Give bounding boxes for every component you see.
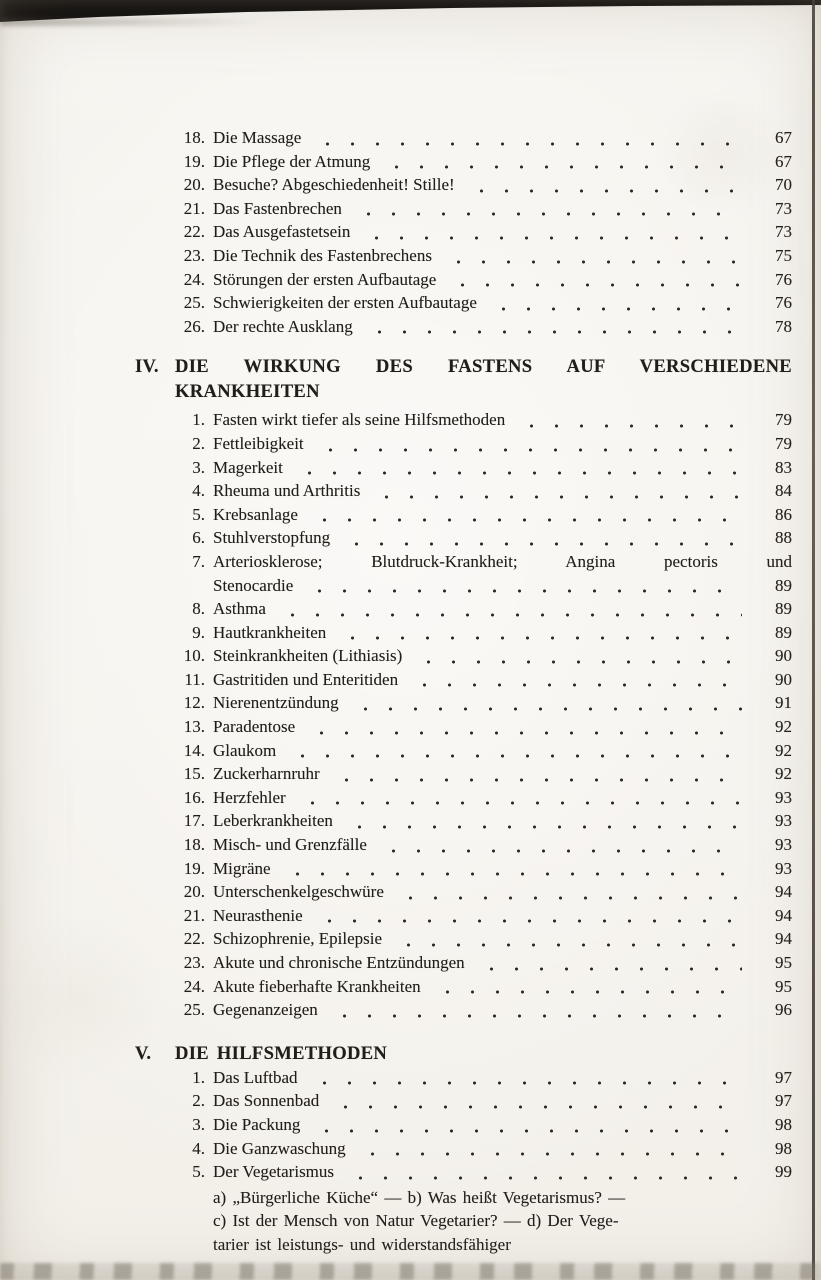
toc-entry-number: 5. xyxy=(192,1162,205,1182)
toc-entry-page: 76 xyxy=(775,269,792,289)
toc-entry-page: 99 xyxy=(775,1162,792,1182)
toc-entry-page: 95 xyxy=(775,953,792,972)
toc-entry-number: 21. xyxy=(183,198,205,218)
toc-entry xyxy=(135,764,792,788)
toc-entry xyxy=(135,646,792,670)
toc-entry-page: 94 xyxy=(775,929,792,949)
toc-entry-page: 93 xyxy=(775,787,792,807)
toc-entry-title: Die Massage xyxy=(213,128,302,147)
dot-leader xyxy=(336,623,742,647)
section-heading-number: V. xyxy=(135,1042,152,1064)
toc-entry-page: 94 xyxy=(775,882,792,902)
toc-entry-number: 23. xyxy=(183,953,205,972)
toc-entry xyxy=(135,859,792,883)
dot-leader xyxy=(293,458,742,482)
dot-leader xyxy=(303,576,742,600)
dot-leader xyxy=(515,410,742,434)
toc-entry-page: 67 xyxy=(775,128,792,147)
toc-entry-number: 17. xyxy=(183,811,205,831)
toc-entry-page: 84 xyxy=(775,481,792,501)
toc-entry-number: 4. xyxy=(192,481,205,501)
toc-entry-title: Nierenentzündung xyxy=(213,693,339,713)
toc-entry-number: 13. xyxy=(183,717,205,737)
toc-entry-number: 7. xyxy=(192,551,205,571)
toc-entry-page: 76 xyxy=(775,293,792,313)
toc-entry xyxy=(135,152,792,176)
dot-leader xyxy=(412,646,742,670)
toc-entry-number: 10. xyxy=(183,646,205,666)
toc-entry xyxy=(135,1162,792,1186)
dot-leader xyxy=(344,1162,742,1186)
toc-entry xyxy=(135,977,792,1001)
book-edge-line xyxy=(812,0,815,1280)
toc-entry xyxy=(135,693,792,717)
toc-entry-page: 90 xyxy=(775,646,792,666)
toc-entry-page: 73 xyxy=(775,198,792,218)
toc-section xyxy=(135,128,792,340)
toc-entry xyxy=(135,199,792,223)
toc-entry xyxy=(135,599,792,623)
toc-entry xyxy=(135,505,792,529)
dot-leader xyxy=(363,317,742,341)
toc-entry xyxy=(135,741,792,765)
toc-entry-page: 96 xyxy=(775,1000,792,1020)
toc-entry-page: 78 xyxy=(775,316,792,336)
toc-entry xyxy=(135,481,792,505)
toc-entry-number: 1. xyxy=(192,1067,205,1087)
toc-entry-page: 67 xyxy=(775,151,792,171)
toc-entry-number: 20. xyxy=(183,882,205,902)
dot-leader xyxy=(310,1115,742,1139)
toc-entry-title: Rheuma und Arthritis xyxy=(213,481,361,501)
toc-entry-page: 92 xyxy=(775,717,792,737)
dot-leader xyxy=(286,741,742,765)
toc-entry-title: Schwierigkeiten der ersten Aufbautage xyxy=(213,293,477,313)
toc-entry-number: 25. xyxy=(183,293,205,313)
toc-entry-number: 14. xyxy=(183,740,205,760)
toc-entry-page: 83 xyxy=(775,457,792,477)
toc-entry-page: 91 xyxy=(775,693,792,713)
toc-entry-number: 6. xyxy=(192,528,205,548)
toc-entry-title: Die Packung xyxy=(213,1114,301,1134)
section-heading-line: DIE HILFSMETHODEN xyxy=(175,1042,388,1064)
dot-leader xyxy=(475,953,742,977)
toc-entry-title: Gegenanzeigen xyxy=(213,1000,318,1020)
dot-leader xyxy=(340,528,742,552)
toc-entry-page: 79 xyxy=(775,410,792,430)
toc-entry xyxy=(135,811,792,835)
section-heading-text xyxy=(175,354,792,404)
toc-entry-title: Stenocardie xyxy=(213,575,294,595)
toc-entry-title: Paradentose xyxy=(213,717,296,737)
dot-leader xyxy=(313,906,742,930)
toc-entry-title: Das Fastenbrechen xyxy=(213,198,342,218)
toc-entry-page: 89 xyxy=(775,575,792,595)
section-heading-number: IV. xyxy=(135,356,159,378)
toc-entry-page: 73 xyxy=(775,222,792,242)
toc-entry xyxy=(135,929,792,953)
toc-entry-number: 4. xyxy=(192,1138,205,1158)
toc-entry-title: Die Pflege der Atmung xyxy=(213,151,371,171)
bottom-bleed-strip xyxy=(0,1263,821,1280)
toc-entry-title: Glaukom xyxy=(213,740,277,760)
toc-entry xyxy=(135,835,792,859)
toc-entry xyxy=(135,128,792,152)
toc-entry-number: 11. xyxy=(184,669,205,689)
toc-entry-title: Migräne xyxy=(213,858,271,878)
toc-entry-number: 21. xyxy=(183,905,205,925)
toc-entry xyxy=(135,1000,792,1024)
section-heading xyxy=(135,1041,792,1066)
toc-entry-page: 89 xyxy=(775,622,792,642)
dot-leader xyxy=(431,977,742,1001)
toc-entry-page: 90 xyxy=(775,669,792,689)
dot-leader xyxy=(311,128,742,152)
dot-leader xyxy=(487,293,742,317)
dot-leader xyxy=(360,222,742,246)
toc-entry-continuation xyxy=(135,576,792,600)
toc-entry-page: 98 xyxy=(775,1114,792,1134)
toc-entry-number: 3. xyxy=(192,457,205,477)
toc-entry-page: 93 xyxy=(775,858,792,878)
toc-entry-number: 22. xyxy=(183,222,205,242)
toc-entry-number: 5. xyxy=(192,504,205,524)
toc-entry xyxy=(135,552,792,576)
toc-entry-page: 94 xyxy=(775,905,792,925)
toc-entry xyxy=(135,1091,792,1115)
toc-entry-title: Hautkrankheiten xyxy=(213,622,327,642)
toc-entry-number: 2. xyxy=(192,433,205,453)
toc-entry-title: Krebsanlage xyxy=(213,504,298,524)
dot-leader xyxy=(465,175,742,199)
toc-entry-title: Fettleibigkeit xyxy=(213,433,304,453)
toc-entry-title: Der rechte Ausklang xyxy=(213,316,353,336)
dot-leader xyxy=(308,505,742,529)
dot-leader xyxy=(442,246,742,270)
toc-entry-page: 79 xyxy=(775,433,792,453)
toc-entry xyxy=(135,434,792,458)
toc-entry xyxy=(135,222,792,246)
toc-entry-number: 1. xyxy=(192,410,205,430)
dot-leader xyxy=(408,670,742,694)
toc-entry xyxy=(135,882,792,906)
toc-entry-title: Schizophrenie, Epilepsie xyxy=(213,929,383,949)
toc-entry-title: Akute fieberhafte Krankheiten xyxy=(213,976,421,996)
toc-entry-number: 19. xyxy=(183,858,205,878)
toc-entry xyxy=(135,317,792,341)
toc-entry-page: 86 xyxy=(775,504,792,524)
dot-leader xyxy=(329,1091,742,1115)
toc-entry-page: 92 xyxy=(775,740,792,760)
top-scan-smudge xyxy=(0,18,260,26)
toc-entry xyxy=(135,1068,792,1092)
toc-entry-title: Das Luftbad xyxy=(213,1067,298,1087)
dot-leader xyxy=(343,811,742,835)
toc-entry-title: Die Ganzwaschung xyxy=(213,1138,346,1158)
toc-entry-page: 98 xyxy=(775,1138,792,1158)
toc-entry-title: Fasten wirkt tiefer als seine Hilfsmethoden xyxy=(213,410,506,430)
dot-leader xyxy=(305,717,742,741)
toc-entry-number: 20. xyxy=(183,175,205,195)
toc-entry-number: 2. xyxy=(192,1091,205,1111)
toc-entry-title: Stuhlverstopfung xyxy=(213,528,331,548)
dot-leader xyxy=(392,929,742,953)
toc-entry-title: Arteriosklerose; Blutdruck-Krankheit; Angina pectoris und xyxy=(213,551,792,571)
dot-leader xyxy=(377,835,742,859)
toc-entry xyxy=(135,623,792,647)
toc-entry-title: Misch- und Grenzfälle xyxy=(213,835,367,855)
toc-entry xyxy=(135,293,792,317)
toc-entry xyxy=(135,788,792,812)
toc-entry-title: Asthma xyxy=(213,599,266,619)
toc-entry-number: 3. xyxy=(192,1114,205,1134)
dot-leader xyxy=(330,764,742,788)
toc-entry-number: 19. xyxy=(183,151,205,171)
toc-note-line: c) Ist der Mensch von Natur Vegetarier? — d) Der Vege- xyxy=(213,1211,619,1231)
toc-entry-page: 93 xyxy=(775,835,792,855)
toc-entry-number: 24. xyxy=(183,269,205,289)
toc-entry-title: Herzfehler xyxy=(213,787,286,807)
dot-leader xyxy=(296,788,742,812)
toc-entry-number: 23. xyxy=(183,245,205,265)
toc-entry xyxy=(135,1115,792,1139)
dot-leader xyxy=(370,481,742,505)
toc-entry-number: 18. xyxy=(183,835,205,855)
toc-entry-title: Der Vegetarismus xyxy=(213,1162,335,1182)
dot-leader xyxy=(446,270,742,294)
toc-entry-title: Leberkrankheiten xyxy=(213,811,333,831)
toc-entry xyxy=(135,670,792,694)
toc-entry xyxy=(135,1139,792,1163)
toc-entry xyxy=(135,953,792,977)
toc-entry-number: 15. xyxy=(183,764,205,784)
toc-entry-title: Das Ausgefastetsein xyxy=(213,222,351,242)
dot-leader xyxy=(281,859,742,883)
toc-entry-number: 24. xyxy=(183,976,205,996)
dot-leader xyxy=(349,693,742,717)
toc-entry-title: Die Technik des Fastenbrechens xyxy=(213,245,432,265)
toc-entry-title: Akute und chronische Entzündungen xyxy=(213,953,465,972)
toc-entry xyxy=(135,458,792,482)
dot-leader xyxy=(314,434,742,458)
toc-entry xyxy=(135,175,792,199)
toc-entry-number: 8. xyxy=(192,599,205,619)
toc-note-line: a) „Bürgerliche Küche“ — b) Was heißt Vegetarismus? — xyxy=(213,1187,626,1207)
toc-entry-number: 22. xyxy=(183,929,205,949)
toc-entry-title: Neurasthenie xyxy=(213,905,303,925)
toc-entry xyxy=(135,906,792,930)
toc-entry-page: 97 xyxy=(775,1067,792,1087)
toc-entry xyxy=(135,270,792,294)
toc-entry-page: 95 xyxy=(775,976,792,996)
toc-entry-number: 12. xyxy=(183,693,205,713)
dot-leader xyxy=(356,1139,742,1163)
toc-note-line: tarier ist leistungs- und widerstandsfähiger xyxy=(213,1234,511,1254)
toc-section xyxy=(135,354,792,1023)
toc-entry xyxy=(135,410,792,434)
toc-entry-title: Das Sonnenbad xyxy=(213,1091,320,1111)
toc-entry-title: Besuche? Abgeschiedenheit! Stille! xyxy=(213,175,455,195)
toc-entry-number: 16. xyxy=(183,787,205,807)
toc-entry-number: 9. xyxy=(192,622,205,642)
toc-entry-title: Magerkeit xyxy=(213,457,283,477)
toc-entry-title: Unterschenkelgeschwüre xyxy=(213,882,384,902)
dot-leader xyxy=(276,599,742,623)
toc-section xyxy=(135,1041,792,1257)
toc-entry-title: Gastritiden und Enteritiden xyxy=(213,669,399,689)
toc-entry-page: 92 xyxy=(775,764,792,784)
toc-entry-page: 89 xyxy=(775,599,792,619)
toc-entry-page: 75 xyxy=(775,245,792,265)
toc-entry-number: 18. xyxy=(183,128,205,147)
toc-entry-page: 70 xyxy=(775,175,792,195)
toc-entry-page: 97 xyxy=(775,1091,792,1111)
dot-leader xyxy=(380,152,742,176)
toc xyxy=(135,128,792,1257)
section-heading-line: DIE WIRKUNG DES FASTENS AUF VERSCHIEDENE xyxy=(175,356,792,378)
toc-entry xyxy=(135,717,792,741)
section-heading-line: KRANKHEITEN xyxy=(175,381,320,403)
toc-entry-number: 26. xyxy=(183,316,205,336)
toc-entry-title: Steinkrankheiten (Lithiasis) xyxy=(213,646,403,666)
dot-leader xyxy=(308,1068,742,1092)
toc-entry-title: Störungen der ersten Aufbautage xyxy=(213,269,437,289)
dot-leader xyxy=(328,1000,742,1024)
toc-entry xyxy=(135,528,792,552)
toc-entry-title: Zuckerharnruhr xyxy=(213,764,320,784)
section-heading xyxy=(135,354,792,404)
section-heading-text xyxy=(175,1041,792,1066)
dot-leader xyxy=(352,199,742,223)
dot-leader xyxy=(394,882,742,906)
toc-note xyxy=(213,1186,792,1257)
toc-entry-page: 88 xyxy=(775,528,792,548)
toc-entry-page: 93 xyxy=(775,811,792,831)
toc-entry xyxy=(135,246,792,270)
toc-entry-number: 25. xyxy=(183,1000,205,1020)
